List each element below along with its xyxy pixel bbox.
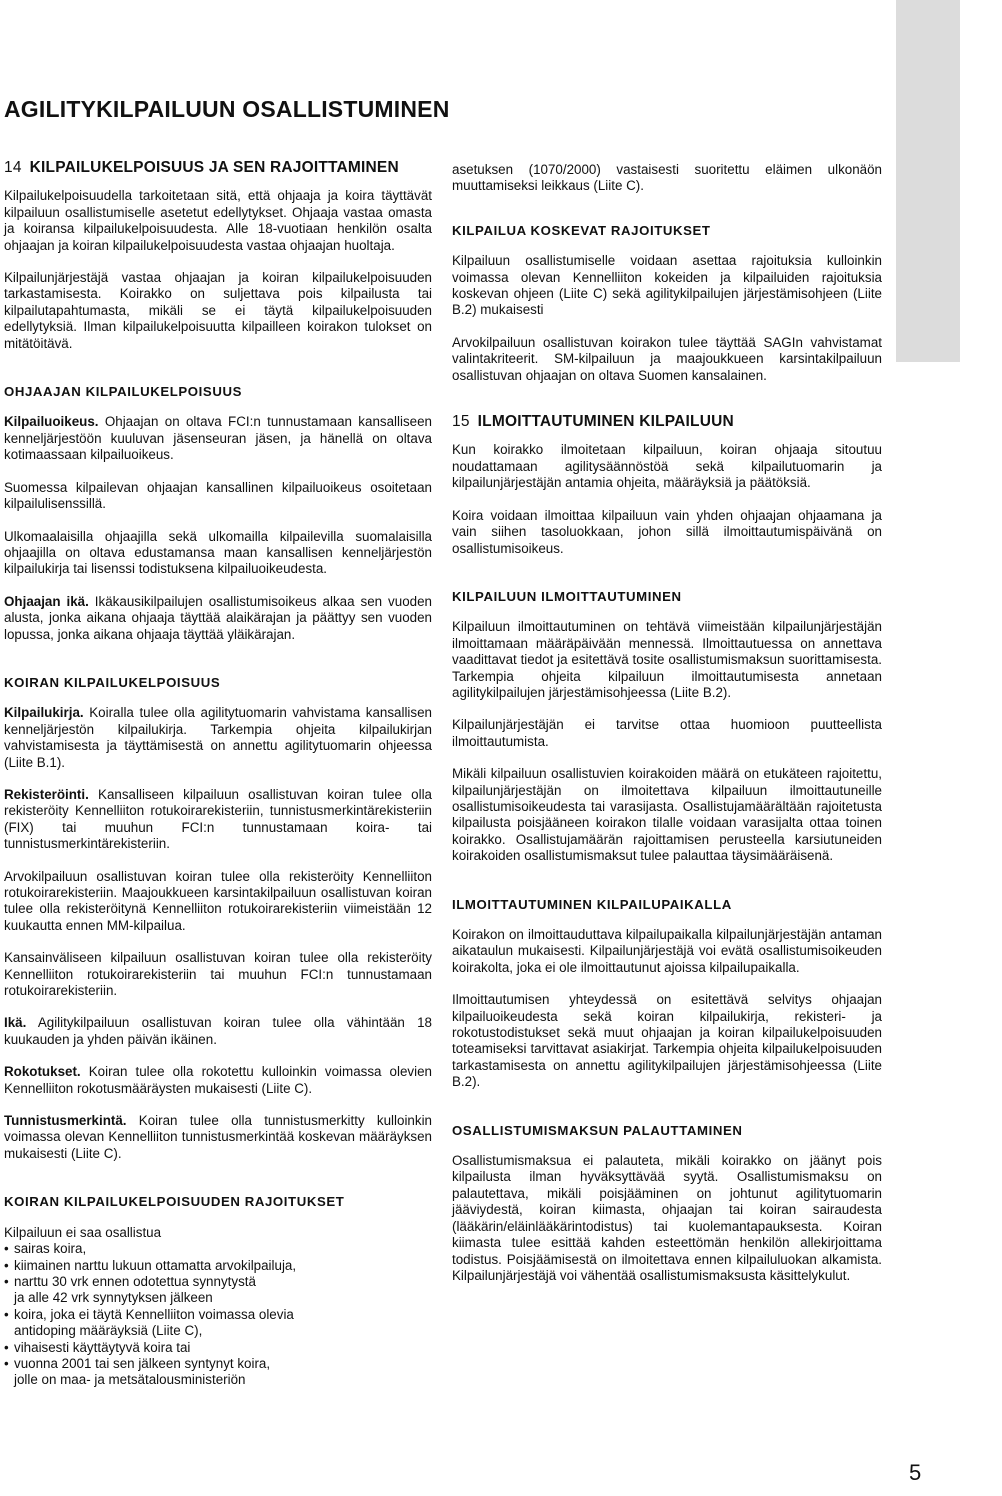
list-item: • kiimainen narttu lukuun ottamatta arvokilpailuja, — [4, 1258, 432, 1274]
right-column — [452, 162, 882, 1300]
paragraph: Ilmoittautumisen yhteydessä on esitettävä selvitys ohjaajan kilpailuoikeudesta sekä koiran kilpailukirja, rekisteri- ja rokotustodistukset sekä muut ohjaajan ja koiran kilpailukelpoisuuden toteamiseksi tarvittavat asiakirjat. Tarkempia ohjeita kilpailukelpoisuuden tarkastamisesta on annettu agilitykilpailujen järjestämisohjeessa (Liite B.2). — [452, 992, 882, 1090]
list-item: • vuonna 2001 tai sen jälkeen syntynyt koira, — [4, 1356, 432, 1372]
lead-term: Ikä. — [4, 1015, 27, 1031]
subheading-rajoitukset: KOIRAN KILPAILUKELPOISUUDEN RAJOITUKSET — [4, 1194, 345, 1210]
list-item: • vihaisesti käyttäytyvä koira tai — [4, 1340, 432, 1356]
lead-term: Tunnistusmerkintä. — [4, 1113, 127, 1129]
paragraph-text: Koiran tulee olla tunnistusmerkitty kulloinkin voimassa olevan Kennelliiton tunnistusmerkintää koskevan määräyksen mukaisesti (Liite C). — [4, 1113, 432, 1161]
paragraph: Mikäli kilpailuun osallistuvien koirakoiden määrä on etukäteen rajoitettu, kilpailunjärjestäjän on ilmoitettava kilpailuun ilmoittautuneille osallistumisoikeudesta tai varasijasta. Osallistujamäärältään rajoitetusta kilpailusta poisjääneen koirakon tilalle voidaan varasijalta ottaa toinen koirakko. Osallistujamäärän rajoittamisen perusteella karsiutuneiden koirakoiden osallistumismaksut tulee palauttaa täysimääräisenä. — [452, 766, 882, 864]
lead-term: Rekisteröinti. — [4, 786, 89, 802]
paragraph-text: Kansalliseen kilpailuun osallistuvan koiran tulee olla rekisteröity Kennelliiton rotukoirarekisteriin, tunnistusmerkintärekisteriin (FIX) tai muuhun FCI:n tunnustamaan koira- tai tunnistusmerkintärekisteriin. — [4, 786, 432, 852]
paragraph: Kilpailuun ilmoittautuminen on tehtävä viimeistään kilpailunjärjestäjän ilmoittamaan määräpäivään mennessä. Ilmoittautuessa on annettava vaadittavat tiedot ja esitettävä tosite osallistumismaksun suorittamisesta. Tarkempia ohjeita kilpailuun ilmoittautumisesta annetaan agilitykilpailujen järjestämisohjeessa (Liite B.2). — [452, 619, 882, 700]
paragraph-text: Agilitykilpailuun osallistuvan koiran tulee olla vähintään 18 kuukauden ja yhden päivän ikäinen. — [4, 1015, 432, 1047]
paragraph: Arvokilpailuun osallistuvan koirakon tulee täyttää SAGIn vahvistamat valintakriteerit. SM-kilpailuun ja maajoukkueen karsintakilpailuun osallistuvan ohjaajan on oltava Suomen kansalainen. — [452, 334, 882, 383]
subheading-koiran: KOIRAN KILPAILUKELPOISUUS — [4, 674, 221, 690]
paragraph: Kun koirakko ilmoitetaan kilpailuun, koiran ohjaaja sitoutuu noudattamaan agilitysäännöstöä sekä kilpailutuomarin ja kilpailunjärjestäjän antamia ohjeita, määräyksiä ja päätöksiä. — [452, 442, 882, 491]
subheading-palauttaminen: OSALLISTUMISMAKSUN PALAUTTAMINEN — [452, 1122, 743, 1138]
subheading-ohjaajan: OHJAAJAN KILPAILUKELPOISUUS — [4, 384, 242, 400]
paragraph-text: Ohjaajan on oltava FCI:n tunnustamaan kansalliseen kenneljärjestöön kuuluvan jäsenseuran jäsen, ja hänellä on oltava kotimaassaan kilpailuoikeus. — [4, 414, 432, 463]
section-title: ILMOITTAUTUMINEN KILPAILUUN — [477, 413, 734, 431]
paragraph-text: Koiran tulee olla rokotettu kulloinkin voimassa olevien Kennelliiton rokotusmääräysten mukaisesti (Liite C). — [4, 1064, 432, 1096]
paragraph: Kilpailunjärjestäjä vastaa ohjaajan ja koiran kilpailukelpoisuuden tarkastamisesta. Koirakko on suljettava pois kilpailusta tai kilpailutapahtumasta, mikäli se ei täytä kilpailukelpoisuuden edellytyksiä. Ilman kilpailukelpoisuutta kilpailleen koirakon tulokset on mitätöitävä. — [4, 270, 432, 351]
paragraph: Kilpailukelpoisuudella tarkoitetaan sitä, että ohjaaja ja koira täyttävät kilpailuun osallistumiselle asetetut edellytykset. Ohjaaja vastaa omasta ja koiransa kilpailukelpoisuudesta. Alle 18-vuotiaan henkilön osalta ohjaajan ja koiran kilpailukelpoisuudesta vastaa ohjaajan huoltaja. — [4, 188, 432, 253]
paragraph: Arvokilpailuun osallistuvan koiran tulee olla rekisteröity Kennelliiton rotukoirarekisteriin. Maajoukkueen karsintakilpailuun osallistuvan koiran tulee olla rekisteröitynä Kennelliiton rotukoirarekisteriin viimeistään 12 kuukautta ennen MM-kilpailua. — [4, 868, 432, 933]
subheading-paikalla: ILMOITTAUTUMINEN KILPAILUPAIKALLA — [452, 896, 732, 912]
list-item: • sairas koira, — [4, 1241, 432, 1257]
list-item-continuation: jolle on maa- ja metsätalousministeriön — [14, 1372, 246, 1388]
list-item-continuation: ja alle 42 vrk synnytyksen jälkeen — [14, 1290, 213, 1306]
left-column — [4, 160, 432, 1389]
side-tab-label: KILPAILUSÄÄNTÖ — [972, 54, 1001, 308]
section-number: 14 — [4, 159, 22, 176]
paragraph-ika — [4, 594, 432, 643]
paragraph: Ulkomaalaisilla ohjaajilla sekä ulkomailla kilpailevilla suomalaisilla ohjaajilla on oltava edustamansa maan kansallisen kenneljärjestön kilpailukirja tai lisenssi todistuksena kilpailuoikeudesta. — [4, 528, 432, 577]
paragraph-kilpailukirja — [4, 705, 432, 771]
subheading-ilmoittautuminen: KILPAILUUN ILMOITTAUTUMINEN — [452, 588, 682, 604]
page-title: AGILITYKILPAILUUN OSALLISTUMINEN — [4, 96, 450, 122]
section-number: 15 — [452, 413, 470, 431]
lead-term: Rokotukset. — [4, 1064, 81, 1080]
paragraph-text: Koiralla tulee olla agilitytuomarin vahvistama kansallisen kenneljärjestön kilpailukirja. Tarkempia ohjeita kilpailukirjan vahvistamisesta ja täyttämisestä on annettu agilitytuomarin ohjeessa (Liite B.1). — [4, 705, 432, 770]
paragraph: Kilpailuun osallistumiselle voidaan asettaa rajoituksia kulloinkin voimassa olevan Kennelliiton kokeiden ja kilpailuiden rajoituksia koskevan ohjeen (Liite C) sekä agilitykilpailujen järjestämisohjeen (Liite B.2) mukaisesti — [452, 253, 882, 318]
lead-term: Kilpailuoikeus. — [4, 414, 99, 430]
section-title: KILPAILUKELPOISUUS JA SEN RAJOITTAMINEN — [29, 159, 399, 176]
paragraph-text: Ikäkausikilpailujen osallistumisoikeus alkaa sen vuoden alusta, jonka aikana ohjaaja täyttää alaikärajan ja päättyy sen vuoden lopussa, jonka aikana ohjaaja täyttää yläikärajan. — [4, 593, 432, 642]
paragraph: Kilpailunjärjestäjän ei tarvitse ottaa huomioon puutteellista ilmoittautumista. — [452, 717, 882, 749]
paragraph: Suomessa kilpailevan ohjaajan kansallinen kilpailuoikeus osoitetaan kilpailulisenssillä. — [4, 479, 432, 512]
restriction-list — [4, 1241, 432, 1389]
list-intro: Kilpailuun ei saa osallistua — [4, 1224, 162, 1240]
paragraph: Koirakon on ilmoittauduttava kilpailupaikalla kilpailunjärjestäjän antaman aikataulun mukaisesti. Kilpailunjärjestäjä voi evätä osallistumisoikeuden koirakolta, joka ei ole ilmoittautunut ajoissa kilpailupaikalla. — [452, 927, 882, 975]
lead-term: Ohjaajan ikä. — [4, 593, 89, 609]
paragraph-rokotukset — [4, 1064, 432, 1097]
section-14-heading — [4, 160, 432, 176]
paragraph-tunnistus — [4, 1113, 432, 1162]
paragraph-kilpailuoikeus — [4, 414, 432, 463]
paragraph-rekisterointi — [4, 787, 432, 853]
paragraph: Koira voidaan ilmoittaa kilpailuun vain yhden ohjaajan ohjaamana ja vain siihen tasoluokkaan, johon sillä ilmoittautumispäivänä on osallistumisoikeus. — [452, 507, 882, 556]
side-tab — [896, 0, 1001, 362]
section-15-heading — [452, 414, 882, 430]
paragraph-ika2 — [4, 1015, 432, 1048]
lead-term: Kilpailukirja. — [4, 705, 84, 721]
subheading-koskevat: KILPAILUA KOSKEVAT RAJOITUKSET — [452, 222, 711, 238]
paragraph: Osallistumismaksua ei palauteta, mikäli koirakko on jäänyt pois kilpailusta ilman hyväksyttävää syytä. Osallistumismaksu on palautettava, mikäli poisjääminen on johtunut agilitytuomarin jääviydestä, koiran kiimasta, ohjaajan tai koiran sairaudesta (lääkärin/eläinlääkärintodistus) tai kuolemantapauksesta. Koiran kiimasta tulee esittää kahden esteettömän henkilön allekirjoittama todistus. Poisjäämisestä on ilmoitettava ennen kilpailuluokan alkamista. Kilpailunjärjestäjä voi vähentää osallistumismaksusta käsittelykulut. — [452, 1153, 882, 1283]
page-number: 5 — [909, 1460, 922, 1485]
paragraph: Kansainväliseen kilpailuun osallistuvan koiran tulee olla rekisteröity Kennelliiton rotukoirarekisteriin tai muuhun FCI:n tunnustamaan rotukoirarekisteriin. — [4, 950, 432, 999]
paragraph-continued: asetuksen (1070/2000) vastaisesti suoritettu eläimen ulkonäön muuttamiseksi leikkaus (Liite C). — [452, 162, 882, 194]
list-item-continuation: antidoping määräyksiä (Liite C), — [14, 1323, 203, 1339]
list-item: • koira, joka ei täytä Kennelliiton voimassa olevia — [4, 1307, 432, 1323]
list-item: • narttu 30 vrk ennen odotettua synnytystä — [4, 1274, 432, 1290]
